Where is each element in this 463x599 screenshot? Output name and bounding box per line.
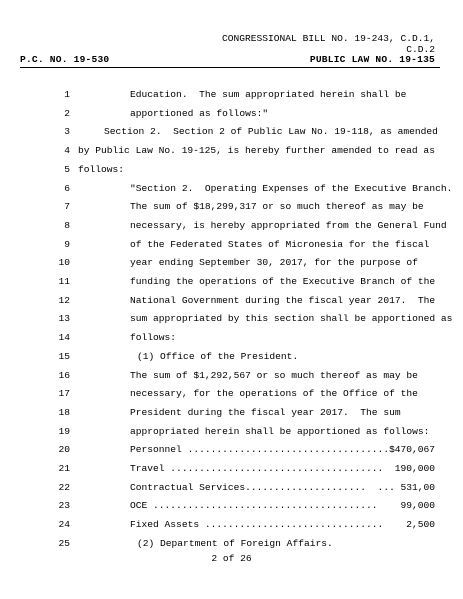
line-amount: 470,067 [394,444,435,456]
line-number: 24 [58,519,70,531]
line-text: funding the operations of the Executive Branch of the [130,276,436,287]
line-number: 21 [58,463,70,474]
text-line [0,423,463,441]
line-number: 1 [64,89,70,100]
line-number: 23 [58,500,70,512]
text-line [0,123,463,141]
line-text: The sum of $1,292,567 or so much thereof as may be [130,369,418,381]
text-line [0,497,463,515]
line-text: Travel ..................................... [130,463,384,474]
line-number: 6 [64,182,70,194]
line-number: 2 [64,107,70,119]
line-number: 4 [64,145,70,157]
text-line [0,329,463,347]
line-number: 5 [64,163,70,175]
line-number: 18 [58,406,70,418]
line-text: The sum of $18,299,317 or so much thereof as may be [130,201,424,213]
line-number: 11 [58,276,70,287]
text-line [0,292,463,310]
line-text: Section 2. Section 2 of Public Law No. 19-118, as amended [104,126,438,138]
text-line [0,516,463,534]
text-line [0,217,463,235]
line-amount: 190,000 [394,463,435,474]
line-text: of the Federated States of Micronesia for the fiscal [130,238,430,250]
text-line [0,367,463,385]
line-text: "Section 2. Operating Expenses of the Executive Branch. [130,182,453,194]
text-line [0,310,463,328]
line-number: 10 [58,257,70,269]
text-line [0,385,463,403]
pc-number: P.C. NO. 19-530 [20,54,110,65]
line-number: 22 [58,481,70,493]
bill-number-line1: CONGRESSIONAL BILL NO. 19-243, C.D.1, [221,33,435,44]
text-line [0,86,463,104]
line-text: President during the fiscal year 2017. The sum [130,406,401,418]
line-text: Contractual Services..................... ... [130,481,395,493]
line-text: OCE ....................................... [130,500,378,512]
text-line [0,180,463,198]
text-line [0,535,463,553]
line-text: apportioned as follows:" [130,107,269,119]
line-text: (2) Department of Foreign Affairs. [137,537,333,549]
line-text: follows: [78,163,125,175]
text-line [0,142,463,160]
line-amount: 2,500 [406,519,435,531]
line-number: 20 [58,444,70,456]
text-line [0,460,463,478]
line-text: necessary, for the operations of the Office of the [130,388,418,400]
line-text: Personnel ...................................$ [130,444,395,456]
line-number: 14 [58,332,70,344]
text-line [0,105,463,123]
line-number: 25 [58,537,70,549]
line-number: 3 [64,126,70,138]
line-number: 17 [58,388,70,400]
bill-number-line2: C.D.2 [406,44,435,55]
text-line [0,198,463,216]
line-text: necessary, is hereby appropriated from the General Fund [130,219,447,231]
line-text: (1) Office of the President. [137,350,299,362]
text-line [0,161,463,179]
line-text: Fixed Assets ............................... [130,519,384,531]
line-number: 19 [58,425,70,437]
text-line [0,236,463,254]
text-line [0,441,463,459]
line-text: year ending September 30, 2017, for the purpose of [130,257,418,269]
line-number: 7 [64,201,70,213]
line-number: 15 [58,350,70,362]
line-text: by Public Law No. 19-125, is hereby further amended to read as [78,145,435,157]
line-text: follows: [130,332,177,344]
line-amount: 531,00 [400,481,435,493]
text-line [0,404,463,422]
line-number: 12 [58,294,70,306]
line-number: 16 [58,369,70,381]
text-line [0,348,463,366]
page-number: 2 of 26 [211,553,252,564]
line-text: Education. The sum appropriated herein shall be [130,89,407,100]
line-number: 13 [58,313,70,325]
line-text: National Government during the fiscal year 2017. The [130,294,436,306]
line-text: sum appropriated by this section shall be apportioned as [130,313,453,325]
header-rule [20,67,440,68]
line-text: appropriated herein shall be apportioned as follows: [130,425,430,437]
line-number: 8 [64,219,70,231]
line-number: 9 [64,238,70,250]
line-amount: 99,000 [400,500,435,512]
text-line [0,479,463,497]
text-line [0,273,463,291]
public-law-number: PUBLIC LAW NO. 19-135 [309,54,435,65]
text-line [0,254,463,272]
